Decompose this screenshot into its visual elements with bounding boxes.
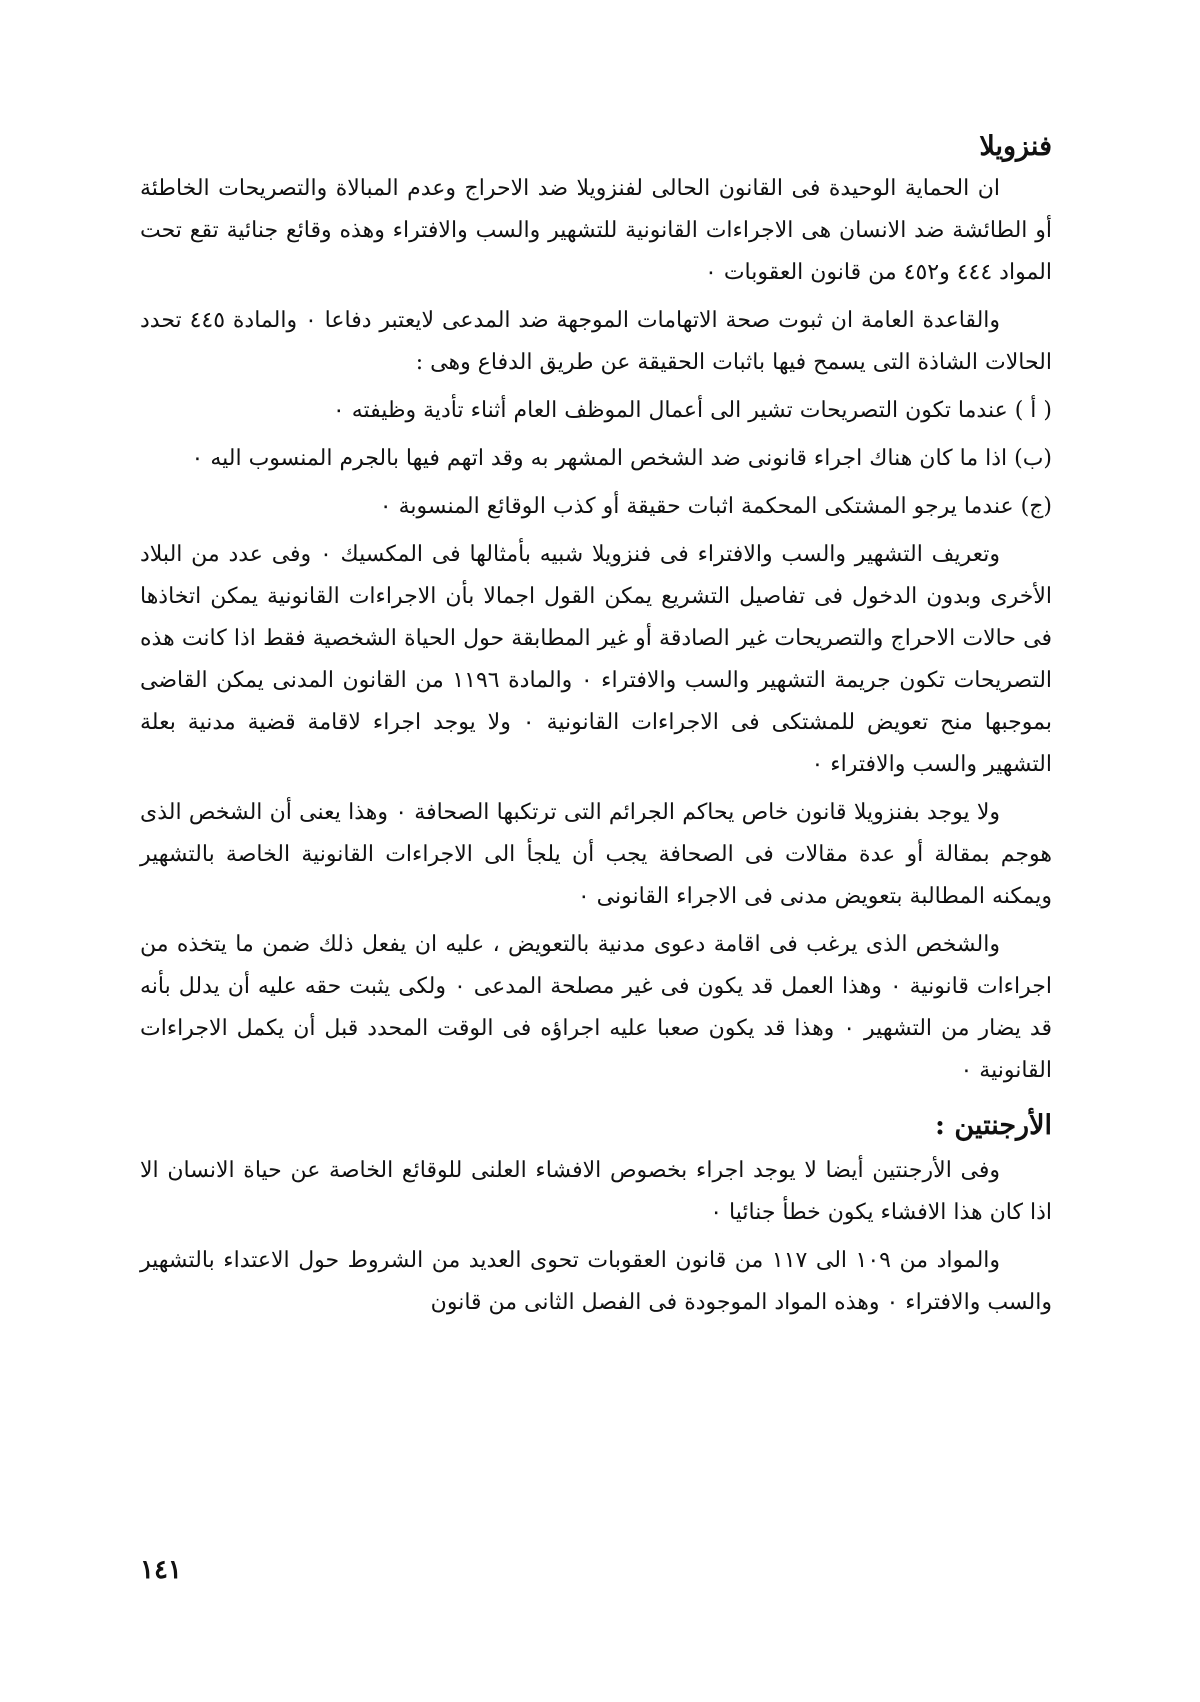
section-heading-argentina: الأرجنتين : — [935, 1110, 1052, 1141]
paragraph-1: ان الحماية الوحيدة فى القانون الحالى لفنزويلا ضد الاحراج وعدم المبالاة والتصريحات الخاطئة أو الطائشة ضد الانسان هى الاجراءات القانونية للتشهير والسب والافتراء وهذه وقائع جنائية تقع تحت المواد ٤٤٤ و٤٥٢ من قانون العقوبات ٠ — [140, 176, 1052, 285]
list-item-c: (ج) عندما يرجو المشتكى المحكمة اثبات حقيقة أو كذب الوقائع المنسوبة ٠ — [379, 494, 1052, 519]
section-heading-venezuela: فنزويلا — [979, 131, 1052, 162]
paragraph-4: ولا يوجد بفنزويلا قانون خاص يحاكم الجرائم التى ترتكبها الصحافة ٠ وهذا يعنى أن الشخص الذى هوجم بمقالة أو عدة مقالات فى الصحافة يجب أن يلجأ الى الاجراءات القانونية الخاصة بالتشهير ويمكنه المطالبة بتعويض مدنى فى الاجراء القانونى ٠ — [140, 800, 1052, 909]
paragraph-2: والقاعدة العامة ان ثبوت صحة الاتهامات الموجهة ضد المدعى لايعتبر دفاعا ٠ والمادة ٤٤٥ تحدد الحالات الشاذة التى يسمح فيها باثبات الحقيقة عن طريق الدفاع وهى : — [140, 308, 1052, 375]
page-number: ١٤١ — [140, 1555, 182, 1585]
page-body — [140, 128, 1052, 1330]
paragraph-5: والشخص الذى يرغب فى اقامة دعوى مدنية بالتعويض ، عليه ان يفعل ذلك ضمن ما يتخذه من اجراءات قانونية ٠ وهذا العمل قد يكون فى غير مصلحة المدعى ٠ ولكى يثبت حقه عليه أن يدلل بأنه قد يضار من التشهير ٠ وهذا قد يكون صعبا عليه اجراؤه فى الوقت المحدد قبل أن يكمل الاجراءات القانونية ٠ — [140, 932, 1052, 1083]
list-item-b: (ب) اذا ما كان هناك اجراء قانونى ضد الشخص المشهر به وقد اتهم فيها بالجرم المنسوب اليه ٠ — [191, 446, 1052, 471]
paragraph-3: وتعريف التشهير والسب والافتراء فى فنزويلا شبيه بأمثالها فى المكسيك ٠ وفى عدد من البلاد الأخرى وبدون الدخول فى تفاصيل التشريع يمكن القول اجمالا بأن الاجراءات القانونية يمكن اتخاذها فى حالات الاحراج والتصريحات غير الصادقة أو غير المطابقة حول الحياة الشخصية فقط اذا كانت هذه التصريحات تكون جريمة التشهير والسب والافتراء ٠ والمادة ١١٩٦ من القانون المدنى يمكن القاضى بموجبها منح تعويض للمشتكى فى الاجراءات القانونية ٠ ولا يوجد اجراء لاقامة قضية مدنية بعلة التشهير والسب والافتراء ٠ — [140, 542, 1053, 777]
paragraph-6: وفى الأرجنتين أيضا لا يوجد اجراء بخصوص الافشاء العلنى للوقائع الخاصة عن حياة الانسان الا اذا كان هذا الافشاء يكون خطأ جنائيا ٠ — [140, 1158, 1052, 1225]
paragraph-7: والمواد من ١٠٩ الى ١١٧ من قانون العقوبات تحوى العديد من الشروط حول الاعتداء بالتشهير والسب والافتراء ٠ وهذه المواد الموجودة فى الفصل الثانى من قانون — [140, 1248, 1052, 1315]
list-item-a: ( أ ) عندما تكون التصريحات تشير الى أعمال الموظف العام أثناء تأدية وظيفته ٠ — [332, 398, 1052, 423]
